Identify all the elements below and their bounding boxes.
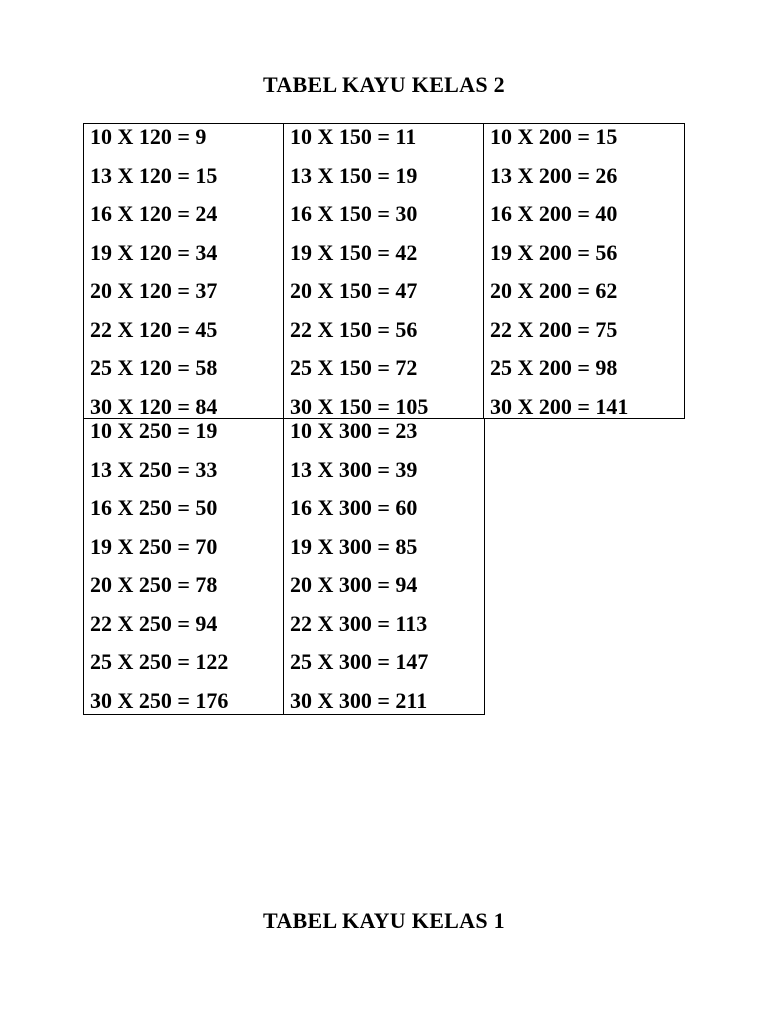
table-cell: 16 X 200 = 40 <box>490 201 618 226</box>
table-cell: 16 X 120 = 24 <box>90 201 218 226</box>
table-cell: 19 X 250 = 70 <box>90 533 218 559</box>
table-cell: 20 X 300 = 94 <box>290 572 418 597</box>
table-cell: 22 X 300 = 113 <box>290 610 428 636</box>
table-cell: 20 X 120 = 37 <box>90 278 218 303</box>
table-column <box>484 124 684 418</box>
table-column <box>84 124 284 418</box>
table-cell: 30 X 250 = 176 <box>90 687 229 713</box>
table-cell: 20 X 200 = 62 <box>490 278 618 303</box>
table-cell: 22 X 150 = 56 <box>290 316 418 342</box>
page-title-kelas-2: TABEL KAYU KELAS 2 <box>263 72 505 97</box>
table-cell: 16 X 250 = 50 <box>90 495 218 520</box>
table-cell: 20 X 250 = 78 <box>90 572 218 597</box>
table-cell: 25 X 150 = 72 <box>290 355 418 380</box>
table-cell: 10 X 300 = 23 <box>290 418 418 443</box>
table-cell: 13 X 120 = 15 <box>90 162 218 188</box>
table-cell: 13 X 200 = 26 <box>490 162 618 188</box>
table-column <box>284 124 484 418</box>
table-cell: 25 X 200 = 98 <box>490 355 618 380</box>
table-cell: 10 X 120 = 9 <box>90 124 207 149</box>
table-cell: 19 X 300 = 85 <box>290 533 418 559</box>
table-cell: 10 X 250 = 19 <box>90 418 218 443</box>
table-block-1 <box>83 123 685 419</box>
page-title-kelas-1: TABEL KAYU KELAS 1 <box>263 908 505 933</box>
table-cell: 13 X 300 = 39 <box>290 456 418 482</box>
table-cell: 30 X 150 = 105 <box>290 393 429 419</box>
table-cell: 19 X 150 = 42 <box>290 239 418 265</box>
table-cell: 22 X 250 = 94 <box>90 610 218 636</box>
table-cell: 16 X 150 = 30 <box>290 201 418 226</box>
table-cell: 10 X 200 = 15 <box>490 124 618 149</box>
table-cell: 22 X 200 = 75 <box>490 316 618 342</box>
table-cell: 30 X 120 = 84 <box>90 393 218 419</box>
table-column <box>84 418 284 714</box>
table-cell: 30 X 200 = 141 <box>490 393 629 419</box>
table-block-2 <box>83 418 485 715</box>
table-cell: 25 X 250 = 122 <box>90 649 229 674</box>
table-cell: 30 X 300 = 211 <box>290 687 428 713</box>
table-cell: 19 X 200 = 56 <box>490 239 618 265</box>
table-cell: 13 X 150 = 19 <box>290 162 418 188</box>
table-cell: 19 X 120 = 34 <box>90 239 218 265</box>
table-column <box>284 418 484 714</box>
table-cell: 20 X 150 = 47 <box>290 278 418 303</box>
table-cell: 25 X 120 = 58 <box>90 355 218 380</box>
table-cell: 10 X 150 = 11 <box>290 124 417 149</box>
table-cell: 25 X 300 = 147 <box>290 649 429 674</box>
table-cell: 16 X 300 = 60 <box>290 495 418 520</box>
table-cell: 22 X 120 = 45 <box>90 316 218 342</box>
table-cell: 13 X 250 = 33 <box>90 456 218 482</box>
